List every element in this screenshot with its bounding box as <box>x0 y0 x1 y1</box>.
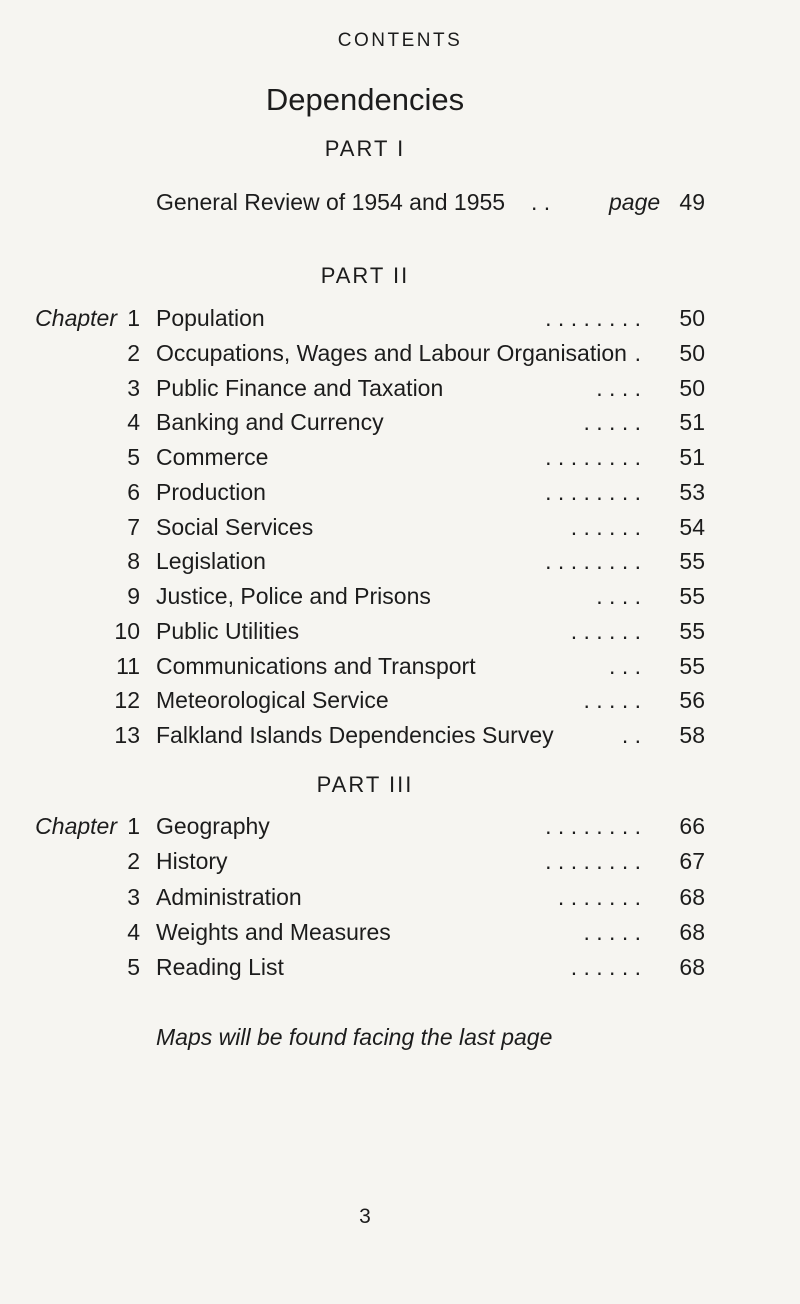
leader-dots: . . . . . . . . <box>545 548 641 575</box>
chapter-title: Public Utilities <box>156 617 300 644</box>
chapter-page: 55 <box>679 583 705 609</box>
part-2-heading: PART II <box>320 263 410 288</box>
leader-dots: . . <box>531 189 551 215</box>
chapter-title: Administration <box>156 883 302 910</box>
chapter-page: 55 <box>679 617 705 644</box>
leader-dots: . . . . . . . . <box>545 848 641 875</box>
leader-dots: . . . . . <box>583 687 641 714</box>
chapter-page: 51 <box>679 409 705 436</box>
leader-dots: . . . . . . <box>570 617 641 644</box>
leader-dots: . . . . . . . . <box>545 813 641 839</box>
contents-heading: CONTENTS <box>337 30 463 51</box>
chapter-title: Social Services <box>156 513 314 540</box>
chapter-number: 3 <box>127 883 140 910</box>
chapter-row <box>0 583 800 619</box>
chapter-row <box>0 305 800 341</box>
chapter-page: 66 <box>679 813 705 839</box>
chapter-row <box>0 444 800 480</box>
chapter-title: Public Finance and Taxation <box>156 374 444 401</box>
chapter-row <box>0 618 800 654</box>
chapter-page: 68 <box>679 883 705 910</box>
part-1-heading: PART I <box>324 136 406 161</box>
chapter-label: Chapter <box>35 813 117 839</box>
chapter-page: 50 <box>679 374 705 401</box>
chapter-page: 58 <box>679 722 705 748</box>
chapter-title: Commerce <box>156 444 269 470</box>
chapter-page: 68 <box>679 954 705 980</box>
chapter-title: Falkland Islands Dependencies Survey <box>156 722 554 748</box>
chapter-title: Population <box>156 305 265 331</box>
chapter-label: Chapter <box>35 305 117 331</box>
chapter-number: 6 <box>127 478 140 505</box>
chapter-row <box>0 884 800 920</box>
chapter-page: 67 <box>679 848 705 875</box>
chapter-row <box>0 409 800 445</box>
chapter-page: 56 <box>679 687 705 714</box>
leader-dots: . . <box>621 722 641 748</box>
chapter-title: Banking and Currency <box>156 409 384 436</box>
chapter-page: 54 <box>679 513 705 540</box>
chapter-title: Communications and Transport <box>156 652 476 679</box>
chapter-number: 13 <box>114 722 140 748</box>
leader-dots: . . . . . . . . <box>545 444 641 470</box>
entry-page: 49 <box>679 189 705 215</box>
chapter-row <box>0 479 800 515</box>
leader-dots: . . . . . . . . <box>545 478 641 505</box>
leader-dots: . <box>634 339 641 366</box>
chapter-page: 53 <box>679 478 705 505</box>
chapter-number: 7 <box>127 513 140 540</box>
entry-title: General Review of 1954 and 1955 <box>156 189 506 215</box>
chapter-page: 68 <box>679 918 705 945</box>
chapter-number: 11 <box>116 652 140 679</box>
page-title: Dependencies <box>265 82 465 117</box>
chapter-row <box>0 653 800 689</box>
chapter-number: 2 <box>127 339 140 366</box>
leader-dots: . . . . . . . . <box>545 305 641 331</box>
part-1-entry <box>0 189 800 225</box>
chapter-row <box>0 954 800 990</box>
chapter-number: 10 <box>114 617 140 644</box>
leader-dots: . . . . . <box>583 409 641 436</box>
maps-note: Maps will be found facing the last page <box>156 1024 553 1050</box>
leader-dots: . . . . . <box>583 918 641 945</box>
chapter-number: 1 <box>127 305 140 331</box>
leader-dots: . . . . . . <box>570 954 641 980</box>
chapter-title: Meteorological Service <box>156 687 389 714</box>
part-3-heading: PART III <box>316 772 414 797</box>
chapter-title: Justice, Police and Prisons <box>156 583 431 609</box>
chapter-row <box>0 687 800 723</box>
chapter-number: 4 <box>127 918 140 945</box>
chapter-row <box>0 722 800 758</box>
chapter-title: Occupations, Wages and Labour Organisation <box>156 339 627 366</box>
chapter-row <box>0 848 800 884</box>
page-label: page <box>609 189 661 215</box>
chapter-title: Geography <box>156 813 270 839</box>
chapter-page: 55 <box>679 652 705 679</box>
chapter-page: 51 <box>679 444 705 470</box>
chapter-row <box>0 548 800 584</box>
chapter-number: 5 <box>127 954 140 980</box>
chapter-row <box>0 375 800 411</box>
leader-dots: . . . . <box>596 583 641 609</box>
chapter-row <box>0 919 800 955</box>
chapter-number: 9 <box>127 583 140 609</box>
chapter-number: 2 <box>127 848 140 875</box>
chapter-title: Reading List <box>156 954 284 980</box>
chapter-number: 8 <box>127 548 140 575</box>
chapter-row <box>0 813 800 849</box>
chapter-row <box>0 340 800 376</box>
leader-dots: . . . . <box>596 374 641 401</box>
leader-dots: . . . . . . . <box>557 883 641 910</box>
chapter-page: 50 <box>679 305 705 331</box>
chapter-number: 3 <box>127 374 140 401</box>
chapter-page: 50 <box>679 339 705 366</box>
chapter-title: Weights and Measures <box>156 918 391 945</box>
chapter-number: 12 <box>114 687 140 714</box>
chapter-page: 55 <box>679 548 705 575</box>
leader-dots: . . . . . . <box>570 513 641 540</box>
page-number: 3 <box>359 1205 371 1228</box>
chapter-number: 1 <box>127 813 140 839</box>
chapter-title: Legislation <box>156 548 266 575</box>
chapter-title: History <box>156 848 228 875</box>
chapter-title: Production <box>156 478 266 505</box>
chapter-number: 5 <box>127 444 140 470</box>
chapter-number: 4 <box>127 409 140 436</box>
chapter-row <box>0 514 800 550</box>
leader-dots: . . . <box>609 652 641 679</box>
